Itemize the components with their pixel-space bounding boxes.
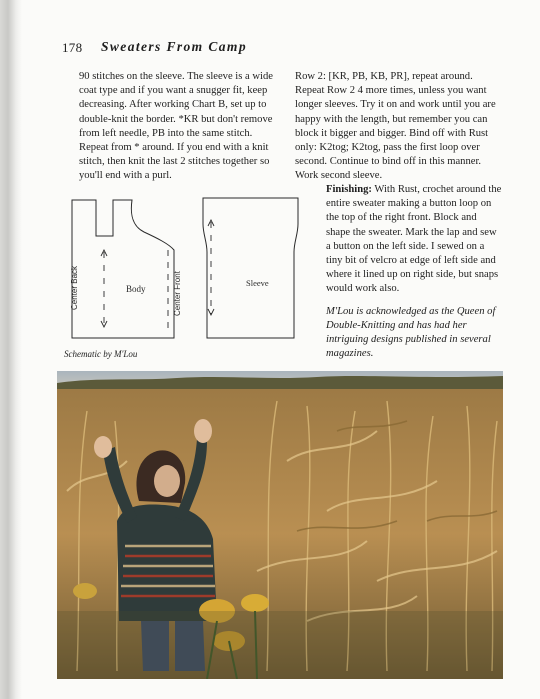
body-outline (72, 200, 174, 338)
page-number: 178 (62, 40, 83, 55)
work-second-sleeve: Work second sleeve. (295, 170, 383, 182)
page-binding-shadow (0, 0, 22, 699)
sleeve-outline (203, 198, 298, 338)
schematic-caption: Schematic by M'Lou (64, 349, 138, 359)
body-label: Body (126, 284, 146, 294)
center-front-label: Center Front (173, 271, 182, 316)
schematic-drawing (62, 192, 312, 352)
cornfield-photo (57, 371, 503, 679)
left-column (79, 70, 279, 184)
right-column (295, 70, 502, 184)
center-back-label: Center Back (70, 265, 79, 310)
author-note: M'Lou is acknowledged as the Queen of Double-Knitting and has had her intriguing designs published in several magazines. (326, 305, 496, 360)
finishing-heading: Finishing: (326, 184, 372, 195)
sleeve-label: Sleeve (246, 278, 269, 288)
finishing-section (326, 183, 502, 361)
photo-image (57, 371, 503, 679)
running-head: Sweaters From Camp (101, 39, 247, 54)
sweater-schematic (62, 192, 312, 352)
finishing-text: With Rust, crochet around the entire sweater making a button loop on the top of the right front. Block and shape the sweater. Mark the lap and sew a button on the left side. I sewed on a tiny bit of velcro at edge of left side and where it lined up on right side, but snaps would work also. (326, 184, 502, 295)
left-column-paragraph: 90 stitches on the sleeve. The sleeve is a wide coat type and if you want a snugger fit, keep decreasing. After working Chart B, set up to double-knit the border. *KR but don't remove from left needle, PB into the same stitch. Repeat from * around. If you end with a knit stitch, then knit the last 2 stitches together so you'll end with a purl. (79, 71, 273, 182)
row2-paragraph: Row 2: [KR, PB, KB, PR], repeat around. Repeat Row 2 4 more times, unless you want longer sleeves. Try it on and work until you are happy with the length, but remember you can block it bigger and bigger. Bind off with Rust only: K2tog; K2tog, pass the first loop over second. Continue to bind off in this manner. (295, 71, 496, 168)
finishing-paragraph (326, 183, 502, 297)
